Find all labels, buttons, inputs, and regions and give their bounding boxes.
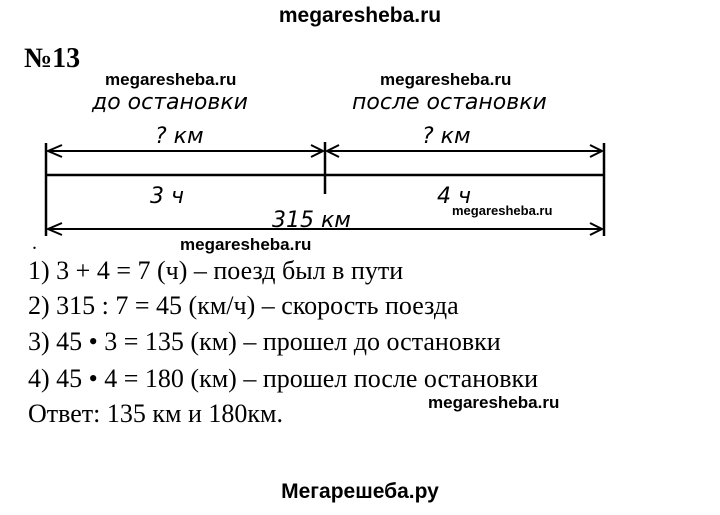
solution-step-1: 1) 3 + 4 = 7 (ч) – поезд был в пути bbox=[28, 256, 404, 285]
watermark: megaresheba.ru bbox=[428, 393, 560, 412]
distance-after-label: ? км bbox=[422, 124, 471, 149]
answer-line: Ответ: 135 км и 180км. bbox=[28, 399, 283, 428]
stray-dot: . bbox=[32, 232, 37, 254]
solution-step-3: 3) 45 • 3 = 135 (км) – прошел до остановки bbox=[28, 327, 501, 356]
watermark: megaresheba.ru bbox=[105, 70, 237, 89]
solution-step-4: 4) 45 • 4 = 180 (км) – прошел после остановки bbox=[28, 364, 539, 393]
watermark: megaresheba.ru bbox=[380, 70, 512, 89]
watermark: megaresheba.ru bbox=[452, 203, 553, 218]
distance-diagram bbox=[0, 0, 720, 250]
distance-before-label: ? км bbox=[155, 124, 204, 149]
task-number: №13 bbox=[24, 43, 81, 74]
time-before-label: 3 ч bbox=[150, 184, 184, 209]
watermark-bottom: Мегарешеба.ру bbox=[281, 480, 439, 503]
segment-label-before-stop: до остановки bbox=[92, 90, 248, 115]
watermark-top: megaresheba.ru bbox=[278, 4, 442, 27]
total-distance-label: 315 км bbox=[272, 208, 351, 233]
solution-step-2: 2) 315 : 7 = 45 (км/ч) – скорость поезда bbox=[28, 291, 459, 320]
watermark: megaresheba.ru bbox=[180, 235, 312, 254]
time-after-label: 4 ч bbox=[437, 184, 471, 209]
segment-label-after-stop: после остановки bbox=[352, 90, 547, 115]
